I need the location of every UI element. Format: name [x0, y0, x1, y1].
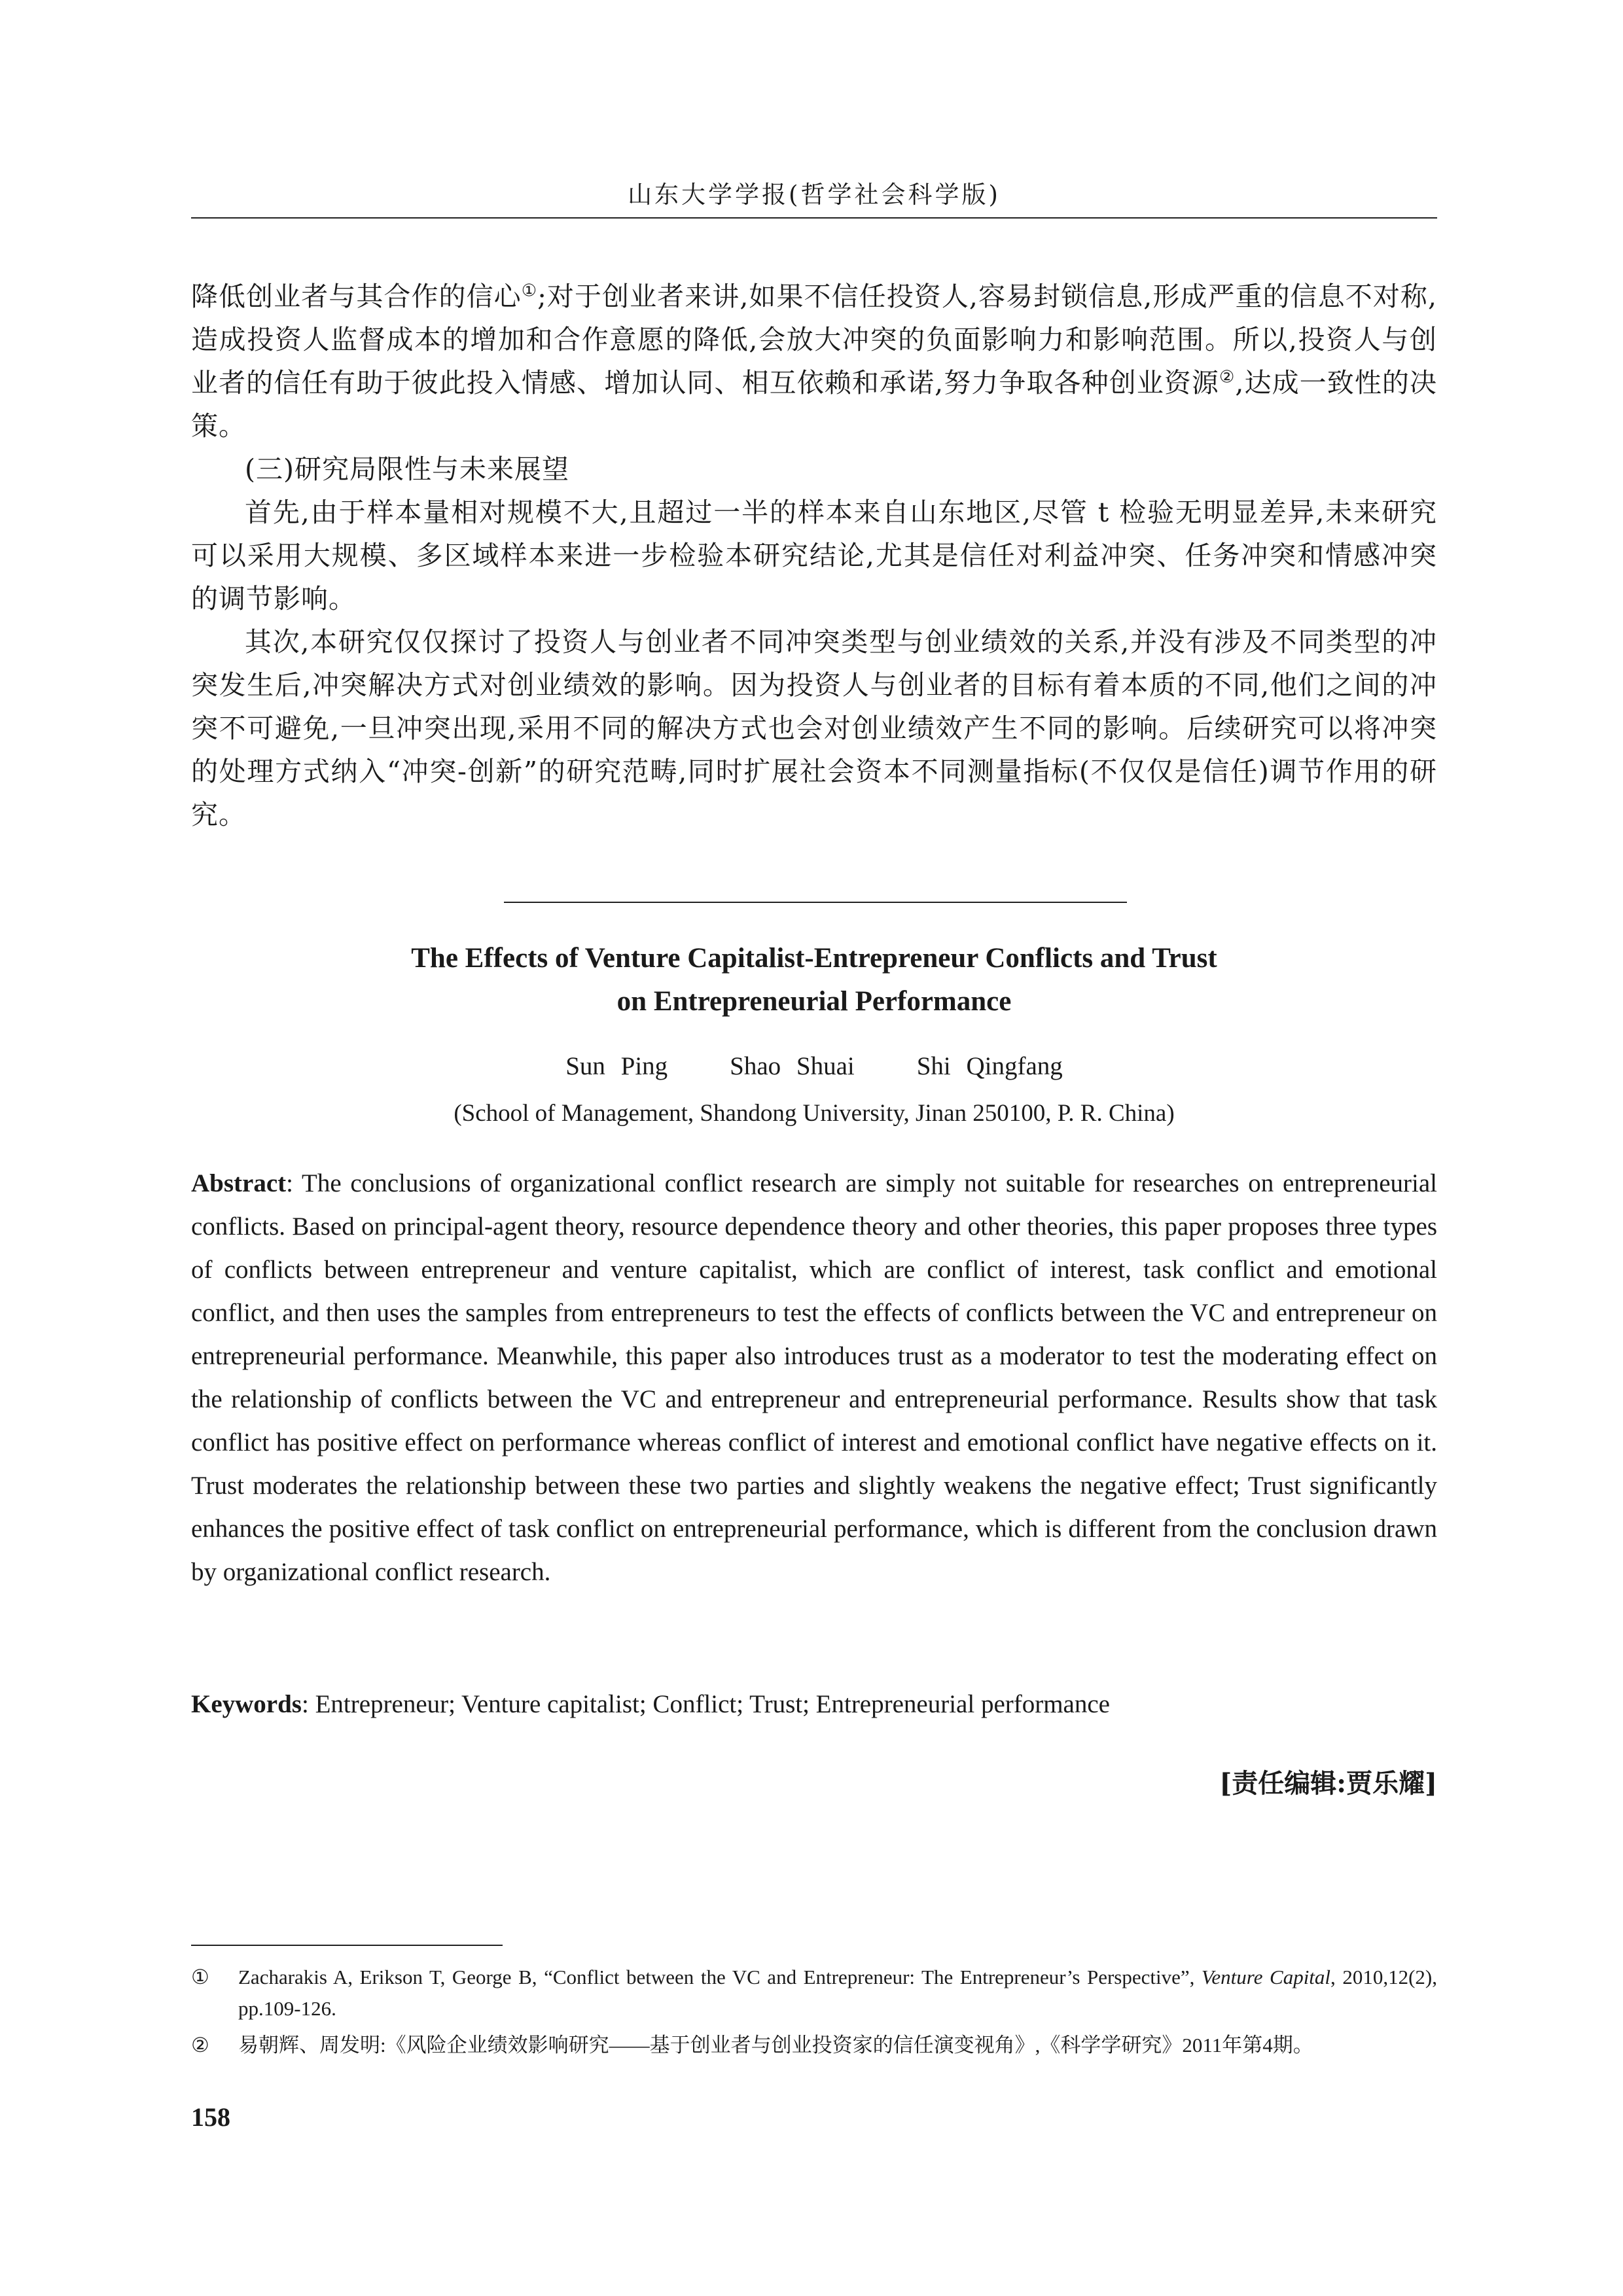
- affiliation: (School of Management, Shandong University, Jinan 250100, P. R. China): [454, 1100, 1175, 1127]
- keywords-separator: :: [302, 1690, 315, 1718]
- footnote-journal: Venture Capital: [1201, 1966, 1331, 1988]
- keywords-label: Keywords: [191, 1690, 302, 1718]
- footnote-ref-1[interactable]: ①: [521, 281, 538, 301]
- footnote-mark: ①: [191, 1966, 209, 1988]
- keywords: [191, 1683, 1437, 1726]
- section-divider: [504, 902, 1127, 903]
- english-title-line-2: on Entrepreneurial Performance: [616, 986, 1012, 1017]
- footnote-rule: [191, 1945, 503, 1946]
- footnote-2: [191, 2030, 1437, 2061]
- paragraph-trust-effect: [191, 275, 1437, 448]
- section-heading: (三)研究局限性与未来展望: [245, 453, 569, 485]
- paragraph-limitation-1: 首先,由于样本量相对规模不大,且超过一半的样本来自山东地区,尽管 t 检验无明显差异,未来研究可以采用大规模、多区域样本来进一步检验本研究结论,尤其是信任对利益冲突、任务冲突和情感冲突的调节影响。: [191, 497, 1437, 614]
- keywords-text: Entrepreneur; Venture capitalist; Conflict; Trust; Entrepreneurial performance: [315, 1690, 1110, 1718]
- english-title-line-1: The Effects of Venture Capitalist-Entrepreneur Conflicts and Trust: [411, 943, 1217, 974]
- footnote-text: , 2010,12(2), pp.109-126.: [238, 1966, 1437, 2020]
- running-head: 山东大学学报(哲学社会科学版): [628, 181, 1001, 209]
- abstract: [191, 1162, 1437, 1594]
- paragraph-text: ;对于创业者来讲,如果不信任投资人,容易封锁信息,形成严重的信息不对称,造成投资人监督成本的增加和合作意愿的降低,会放大冲突的负面影响力和影响范围。所以,投资人与创业者的信任有助于彼此投入情感、增加认同、相互依赖和承诺,努力争取各种创业资源: [191, 281, 1437, 398]
- authors: Sun Ping Shao Shuai Shi Qingfang: [565, 1052, 1063, 1080]
- paragraph-text: 降低创业者与其合作的信心: [191, 281, 522, 312]
- paragraph-text: ,达成一致性的决策。: [191, 367, 1437, 442]
- abstract-text: The conclusions of organizational conflict research are simply not suitable for researches on entrepreneurial conflicts. Based on principal-agent theory, resource dependence theory and other theories, this paper proposes three types of conflicts between entrepreneur and venture capitalist, which are conflict of interest, task conflict and emotional conflict, and then uses the samples from entrepreneurs to test the effects of conflicts between the VC and entrepreneur on entrepreneurial performance. Meanwhile, this paper also introduces trust as a moderator to test the moderating effect on the relationship of conflicts between the VC and entrepreneur and entrepreneurial performance. Results show that task conflict has positive effect on performance whereas conflict of interest and emotional conflict have negative effects on it. Trust moderates the relationship between these two parties and slightly weakens the negative effect; Trust significantly enhances the positive effect of task conflict on entrepreneurial performance, which is different from the conclusion drawn by organizational conflict research.: [191, 1169, 1437, 1586]
- header-rule: [191, 217, 1437, 219]
- abstract-separator: :: [286, 1169, 302, 1197]
- responsible-editor: [责任编辑:贾乐耀]: [1219, 1768, 1437, 1799]
- paragraph-limitation-2: 其次,本研究仅仅探讨了投资人与创业者不同冲突类型与创业绩效的关系,并没有涉及不同类型的冲突发生后,冲突解决方式对创业绩效的影响。因为投资人与创业者的目标有着本质的不同,他们之间的冲突不可避免,一旦冲突出现,采用不同的解决方式也会对创业绩效产生不同的影响。后续研究可以将冲突的处理方式纳入“冲突-创新”的研究范畴,同时扩展社会资本不同测量指标(不仅仅是信任)调节作用的研究。: [191, 626, 1437, 830]
- footnote-text: Zacharakis A, Erikson T, George B, “Conflict between the VC and Entrepreneur: The Entrepreneur’s Perspective”,: [238, 1966, 1195, 1988]
- english-title: [191, 937, 1437, 1023]
- footnote-1: [191, 1962, 1437, 2024]
- footnote-ref-2[interactable]: ②: [1219, 367, 1236, 387]
- footnote-body: [238, 1962, 1437, 2024]
- footnote-body: 易朝辉、周发明:《风险企业绩效影响研究——基于创业者与创业投资家的信任演变视角》,《科学学研究》2011年第4期。: [238, 2034, 1313, 2057]
- footnote-mark: ②: [191, 2034, 209, 2057]
- page-number: 158: [191, 2102, 230, 2132]
- abstract-label: Abstract: [191, 1169, 287, 1197]
